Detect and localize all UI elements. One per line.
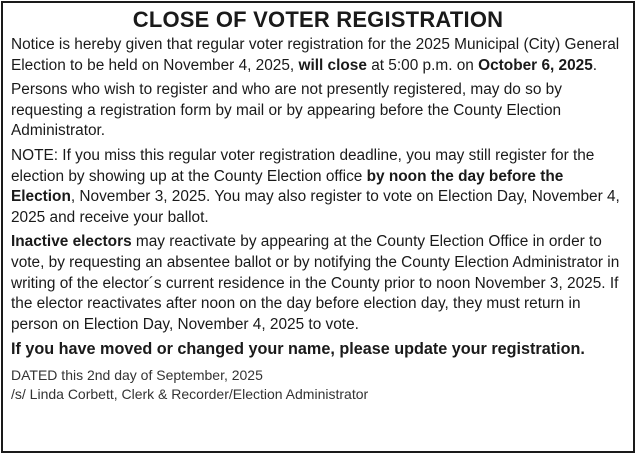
registration-method-paragraph: Persons who wish to register and who are not presently registered, may do so by requesting a registration form by mail or by appearing before the County Election Administrator. <box>11 81 562 140</box>
notice-title: CLOSE OF VOTER REGISTRATION <box>132 7 504 32</box>
deadline-text: Notice is hereby given that regular voter registration for the 2025 Municipal (City) General Election to be held on November 4, 2025, <box>11 36 620 74</box>
signature-line: /s/ Linda Corbett, Clerk & Recorder/Election Administrator <box>11 386 369 403</box>
noon-deadline-emphasis: by noon the day before the Election <box>11 167 564 206</box>
inactive-electors-text: may reactivate by appearing at the County Election Office in order to vote, by requesting an absentee ballot or by notifying the County Election Administrator in writing of the elector´s current residence in the County prior to noon November 3, 2025. If the elector reactivates after noon on the day before election day, they must return in person on Election Day, November 4, 2025 to vote. <box>11 233 620 333</box>
election-day-text: , November 3, 2025. You may also register to vote on Election Day, November 4, 2025 and receive your ballot. <box>11 188 620 226</box>
update-registration-reminder: If you have moved or changed your name, please update your registration. <box>11 340 585 359</box>
note-text: NOTE: If you miss this regular voter registration deadline, you may still register for the election by showing up at the County Election office <box>11 146 595 185</box>
deadline-period: . <box>592 56 598 74</box>
will-close-emphasis: will close <box>298 56 367 74</box>
registration-deadline-paragraph <box>11 35 625 76</box>
dated-line: DATED this 2nd day of September, 2025 <box>11 367 263 384</box>
legal-notice <box>1 1 635 453</box>
late-registration-note <box>11 146 625 228</box>
inactive-electors-paragraph <box>11 232 625 335</box>
deadline-time-text: at 5:00 p.m. on <box>366 56 479 74</box>
inactive-electors-heading: Inactive electors <box>11 233 132 251</box>
deadline-date: October 6, 2025 <box>478 56 593 74</box>
